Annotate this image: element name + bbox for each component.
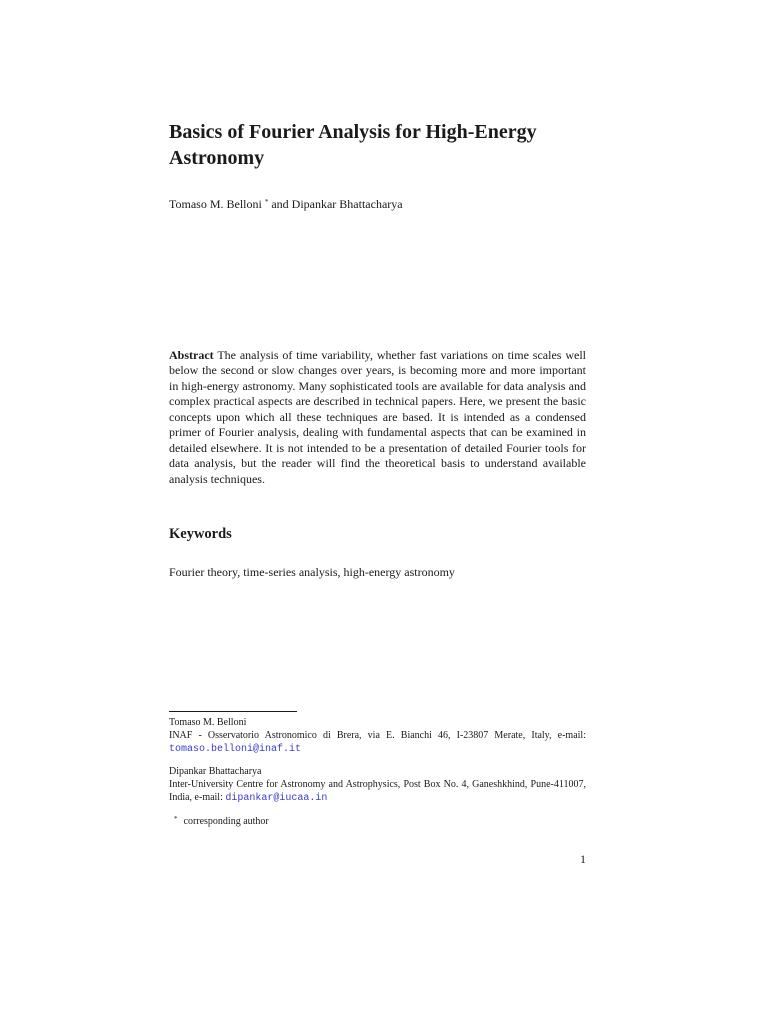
keywords-text: Fourier theory, time-series analysis, high-energy astronomy [169, 565, 455, 579]
footnote-author-1-name: Tomaso M. Belloni [169, 717, 247, 728]
email-link-belloni[interactable]: tomaso.belloni@inaf.it [169, 744, 302, 756]
page-number: 1 [580, 852, 586, 866]
footnote-author-1 [169, 716, 586, 757]
abstract [169, 348, 586, 487]
email-link-bhattacharya[interactable]: dipankar@iucaa.in [225, 793, 328, 805]
footnotes [169, 716, 586, 828]
corresponding-marker: * [264, 198, 269, 206]
footnote-divider [169, 711, 297, 712]
keywords-heading: Keywords [169, 526, 232, 542]
author-line [169, 194, 403, 212]
author-name-2: Dipankar Bhattacharya [291, 197, 403, 211]
footnote-author-1-affiliation [169, 729, 586, 756]
corresponding-footnote-marker: * [174, 815, 178, 824]
footnote-author-2 [169, 765, 586, 806]
paper-title: Basics of Fourier Analysis for High-Energy Astronomy [169, 121, 537, 169]
author-connector: and [268, 197, 292, 211]
abstract-text: The analysis of time variability, whether fast variations on time scales well below the second or slow changes over years, is becoming more and more important in high-energy astronomy. Many sophisticated tools are available for data analysis and complex practical aspects are described in technical papers. Here, we present the basic concepts upon which all these techniques are based. It is intended as a condensed primer of Fourier analysis, dealing with fundamental aspects that can be examined in detailed elsewhere. It is not intended to be a presentation of detailed Fourier tools for data analysis, but the reader will find the theoretical basis to understand available analysis techniques. [169, 348, 586, 486]
author-name-1: Tomaso M. Belloni [169, 197, 262, 211]
affiliation-text: INAF - Osservatorio Astronomico di Brera, via E. Bianchi 46, I-23807 Merate, Italy, e-mail: [169, 730, 586, 742]
corresponding-note: corresponding author [183, 816, 269, 828]
footnote-author-2-affiliation [169, 778, 586, 805]
footnote-corresponding [169, 813, 586, 828]
abstract-label: Abstract [169, 348, 214, 362]
affiliation-text: Inter-University Centre for Astronomy and Astrophysics, Post Box No. 4, Ganeshkhind, Pune-411007, India, e-mail: [169, 778, 586, 804]
footnote-author-2-name: Dipankar Bhattacharya [169, 765, 262, 777]
